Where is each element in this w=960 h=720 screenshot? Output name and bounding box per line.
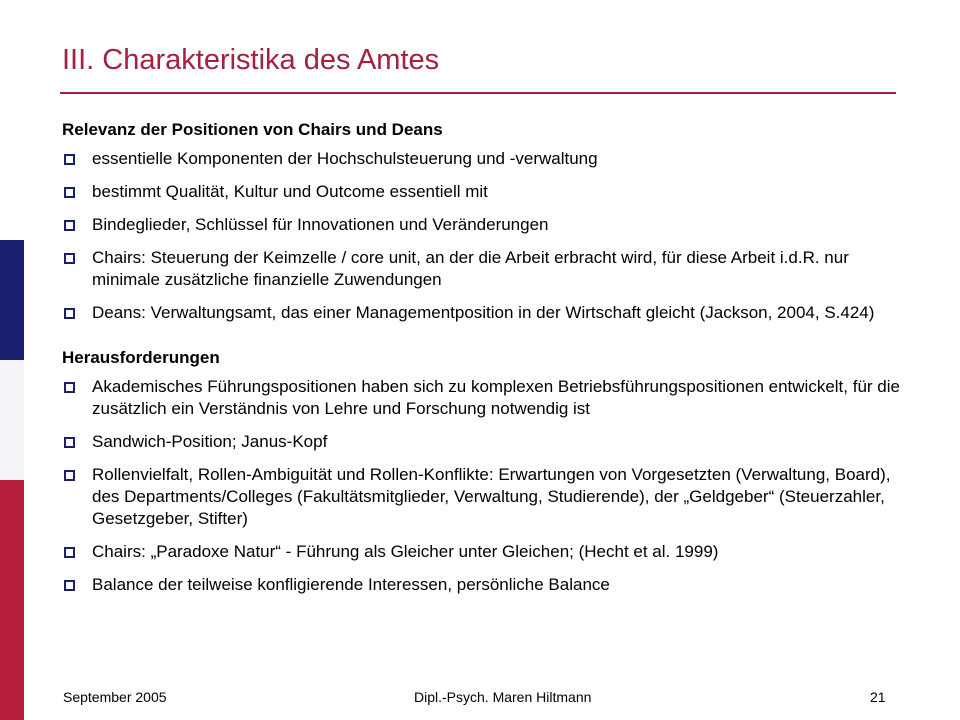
list-item: Balance der teilweise konfligierende Interessen, persönliche Balance — [62, 574, 902, 596]
list-item: bestimmt Qualität, Kultur und Outcome essentiell mit — [62, 181, 902, 203]
title-divider — [60, 92, 896, 94]
side-bar-light — [0, 360, 24, 480]
list-item: Chairs: Steuerung der Keimzelle / core unit, an der die Arbeit erbracht wird, für diese Arbeit i.d.R. nur minimale zusätzliche finanzielle Zuwendungen — [62, 247, 902, 291]
list-item: Deans: Verwaltungsamt, das einer Managementposition in der Wirtschaft gleicht (Jackson, 2004, S.424) — [62, 302, 902, 324]
square-bullet-icon — [64, 253, 75, 264]
list-item: Bindeglieder, Schlüssel für Innovationen und Veränderungen — [62, 214, 902, 236]
footer-author: Dipl.-Psych. Maren Hiltmann — [414, 689, 592, 705]
section-heading-relevanz: Relevanz der Positionen von Chairs und Deans — [62, 120, 443, 139]
square-bullet-icon — [64, 187, 75, 198]
slide-title: III. Charakteristika des Amtes — [62, 44, 440, 76]
square-bullet-icon — [64, 470, 75, 481]
square-bullet-icon — [64, 580, 75, 591]
square-bullet-icon — [64, 547, 75, 558]
slide-content — [62, 118, 902, 607]
list-item: Rollenvielfalt, Rollen-Ambiguität und Rollen-Konflikte: Erwartungen von Vorgesetzten (Verwaltung, Board), des Departments/Colleges (Fakultätsmitglieder, Verwaltung, Studierende), der „Geldgeber“ (Steuerzahler, Gesetzgeber, Stifter) — [62, 464, 902, 530]
side-bar-red — [0, 480, 24, 720]
square-bullet-icon — [64, 437, 75, 448]
list-item: essentielle Komponenten der Hochschulsteuerung und -verwaltung — [62, 148, 902, 170]
square-bullet-icon — [64, 154, 75, 165]
footer-date: September 2005 — [63, 689, 167, 705]
footer-page-number: 21 — [870, 689, 886, 705]
square-bullet-icon — [64, 220, 75, 231]
list-item: Chairs: „Paradoxe Natur“ - Führung als Gleicher unter Gleichen; (Hecht et al. 1999) — [62, 541, 902, 563]
bullet-list-relevanz — [62, 148, 902, 324]
side-bar-white — [0, 0, 24, 240]
side-bar-blue — [0, 240, 24, 360]
list-item: Sandwich-Position; Janus-Kopf — [62, 431, 902, 453]
square-bullet-icon — [64, 308, 75, 319]
bullet-list-herausforderungen — [62, 376, 902, 596]
square-bullet-icon — [64, 382, 75, 393]
list-item: Akademisches Führungspositionen haben sich zu komplexen Betriebsführungspositionen entwickelt, für die zusätzlich ein Verständnis von Lehre und Forschung notwendig ist — [62, 376, 902, 420]
section-heading-herausforderungen: Herausforderungen — [62, 348, 220, 367]
